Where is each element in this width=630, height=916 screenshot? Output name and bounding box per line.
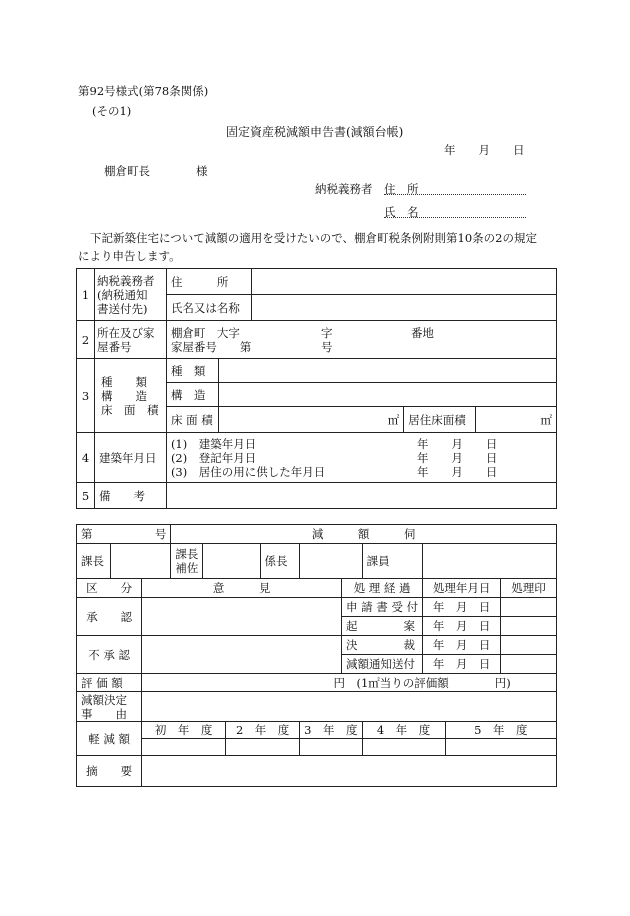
body-text-line1: 下記新築住宅について減額の適用を受けたいので、棚倉町税条例附則第10条の2の規定 (90, 231, 537, 245)
decision-reason-input[interactable] (142, 692, 557, 722)
step-notify: 減額通知送付 (342, 655, 423, 674)
row3-kind-label: 種 類 (166, 359, 218, 383)
addressee: 棚倉町長 (104, 164, 150, 178)
year4-amount[interactable] (362, 739, 445, 756)
row1-address-label: 住 所 (166, 269, 251, 295)
step-decide-date[interactable]: 年 月 日 (423, 636, 501, 655)
valuation-label: 評 価 額 (77, 674, 142, 692)
approve-opinion[interactable] (142, 598, 342, 636)
valuation-input[interactable]: 円 (1㎡当りの評価額 円) (142, 674, 557, 692)
case-number[interactable]: 第 号 (77, 525, 171, 544)
taxpayer-label: 納税義務者 (315, 182, 373, 196)
form-sub-number: (その1) (92, 104, 132, 118)
row1-address-input[interactable] (251, 269, 556, 295)
col-process: 処 理 経 過 (342, 579, 423, 598)
row4-dates[interactable]: (1) 建築年月日 年 月 日 (2) 登記年月日 年 月 日 (3) 居住の用に供した年月日 年 月 日 (166, 433, 556, 483)
row3-label: 種 類 構 造 床 面 積 (94, 359, 166, 433)
row3-living-area-label: 居住床面積 (404, 407, 476, 433)
date-field[interactable]: 年 月 日 (444, 143, 525, 157)
reduction-table (76, 524, 557, 787)
kakaricho-stamp[interactable] (300, 544, 363, 579)
year2-amount[interactable] (226, 739, 300, 756)
name-field[interactable] (384, 217, 526, 218)
kacho-hosa-stamp[interactable] (203, 544, 260, 579)
form-number: 第92号様式(第78条関係) (78, 84, 209, 98)
row3-structure-input[interactable] (218, 383, 556, 407)
year5-label: 5 年 度 (445, 722, 556, 739)
summary-label: 摘 要 (77, 756, 142, 787)
row1-label: 納税義務者 (納税通知 書送付先) (94, 269, 166, 321)
step-draft-date[interactable]: 年 月 日 (423, 617, 501, 636)
row4-label: 建築年月日 (94, 433, 166, 483)
year2-label: 2 年 度 (226, 722, 300, 739)
col-date: 処理年月日 (423, 579, 501, 598)
row5-notes-input[interactable] (166, 483, 556, 509)
kacho-label: 課長 (77, 544, 111, 579)
year4-label: 4 年 度 (362, 722, 445, 739)
application-table (76, 268, 557, 509)
kain-stamp[interactable] (423, 544, 557, 579)
honorific: 様 (196, 164, 208, 178)
row4-number: 4 (77, 433, 95, 483)
row3-area-input[interactable]: ㎡ (218, 407, 403, 433)
step-decide: 決 裁 (342, 636, 423, 655)
kakaricho-label: 係長 (260, 544, 300, 579)
row5-label: 備 考 (94, 483, 166, 509)
address-label: 住 所 (384, 182, 419, 196)
row1-name-input[interactable] (251, 295, 556, 321)
row3-kind-input[interactable] (218, 359, 556, 383)
col-kubun: 区 分 (77, 579, 142, 598)
year1-label: 初 年 度 (142, 722, 226, 739)
step-decide-stamp[interactable] (501, 636, 557, 655)
page-title: 固定資産税減額申告書(減額台帳) (226, 125, 404, 139)
row3-area-label: 床 面 積 (166, 407, 218, 433)
row1-name-label: 氏名又は名称 (166, 295, 251, 321)
step-receive-date[interactable]: 年 月 日 (423, 598, 501, 617)
year3-label: 3 年 度 (300, 722, 363, 739)
disapprove-opinion[interactable] (142, 636, 342, 674)
col-opinion: 意 見 (142, 579, 342, 598)
col-stamp: 処理印 (501, 579, 557, 598)
row3-number: 3 (77, 359, 95, 433)
year3-amount[interactable] (300, 739, 363, 756)
approve-label: 承 認 (77, 598, 142, 636)
decision-reason-label: 減額決定 事 由 (77, 692, 142, 722)
row1-number: 1 (77, 269, 95, 321)
name-label: 氏 名 (384, 205, 419, 219)
step-notify-date[interactable]: 年 月 日 (423, 655, 501, 674)
step-receive: 申 請 書 受 付 (342, 598, 423, 617)
disapprove-label: 不 承 認 (77, 636, 142, 674)
row3-structure-label: 構 造 (166, 383, 218, 407)
summary-input[interactable] (142, 756, 557, 787)
year5-amount[interactable] (445, 739, 556, 756)
reduction-amount-label: 軽 減 額 (77, 722, 142, 756)
row3-living-area-input[interactable]: ㎡ (476, 407, 557, 433)
step-notify-stamp[interactable] (501, 655, 557, 674)
step-receive-stamp[interactable] (501, 598, 557, 617)
row2-location-field[interactable]: 棚倉町 大字 字 番地 家屋番号 第 号 (166, 321, 556, 359)
address-field[interactable] (384, 194, 526, 195)
kacho-stamp[interactable] (110, 544, 170, 579)
body-text-line2: により申告します。 (78, 249, 181, 263)
kain-label: 課員 (362, 544, 423, 579)
reduction-inquiry-title: 減 額 伺 (171, 525, 557, 544)
step-draft: 起 案 (342, 617, 423, 636)
year1-amount[interactable] (142, 739, 226, 756)
step-draft-stamp[interactable] (501, 617, 557, 636)
row2-label: 所在及び家 屋番号 (94, 321, 166, 359)
row2-number: 2 (77, 321, 95, 359)
row5-number: 5 (77, 483, 95, 509)
kacho-hosa-label: 課長 補佐 (171, 544, 203, 579)
